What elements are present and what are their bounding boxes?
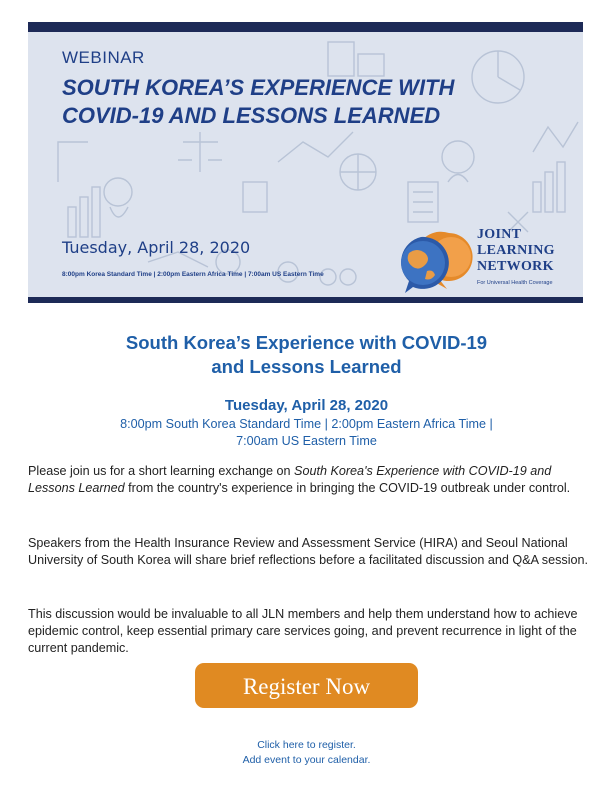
jln-line2: LEARNING: [477, 243, 555, 258]
banner-title-line2: COVID-19 AND LESSONS LEARNED: [62, 103, 441, 128]
event-date: Tuesday, April 28, 2020: [224, 397, 389, 414]
jln-logo-text: [477, 227, 555, 275]
calendar-link[interactable]: Add event to your calendar.: [242, 754, 371, 766]
banner-date: Tuesday, April 28, 2020: [62, 238, 251, 257]
intro-text-italic: South Korea's Experience with COVID-19 and Lessons Learned: [28, 464, 552, 495]
jln-tagline: For Universal Health Coverage: [477, 280, 553, 286]
page-title-line1: South Korea’s Experience with COVID-19: [125, 332, 488, 353]
webinar-label: WEBINAR: [62, 48, 145, 67]
register-now-button[interactable]: Register Now: [195, 663, 418, 708]
banner-bottom-bar: [28, 297, 583, 303]
jln-line1: JOINT: [477, 227, 522, 242]
intro-paragraph: [28, 463, 588, 497]
intro-text-b: from the country's experience in bringing the COVID-19 outbreak under control.: [124, 481, 571, 495]
register-link[interactable]: Click here to register.: [257, 739, 356, 751]
event-times: [0, 416, 613, 450]
banner-top-bar: [28, 22, 583, 32]
speakers-paragraph: Speakers from the Health Insurance Review and Assessment Service (HIRA) and Seoul National University of South Korea will share brief reflections before a facilitated discussion and Q&A session.: [28, 536, 589, 567]
banner-title: [62, 74, 562, 130]
jln-logo-icon: [391, 227, 477, 295]
banner-title-line1: SOUTH KOREA’S EXPERIENCE WITH: [62, 75, 455, 100]
page-title-line2: and Lessons Learned: [211, 356, 402, 377]
event-times-line2: 7:00am US Eastern Time: [236, 434, 377, 448]
page-title: [0, 331, 613, 379]
invaluable-paragraph: This discussion would be invaluable to all JLN members and help them understand how to achieve epidemic control, keep essential primary care services going, and prevent recurrence in light of the current pandemic.: [28, 607, 578, 655]
webinar-banner: [28, 22, 583, 303]
intro-text-a: Please join us for a short learning exchange on: [28, 464, 295, 478]
event-times-line1: 8:00pm South Korea Standard Time | 2:00pm Eastern Africa Time |: [120, 417, 493, 431]
banner-times: 8:00pm Korea Standard Time | 2:00pm Eastern Africa Time | 7:00am US Eastern Time: [62, 271, 324, 278]
jln-line3: NETWORK: [477, 259, 554, 274]
